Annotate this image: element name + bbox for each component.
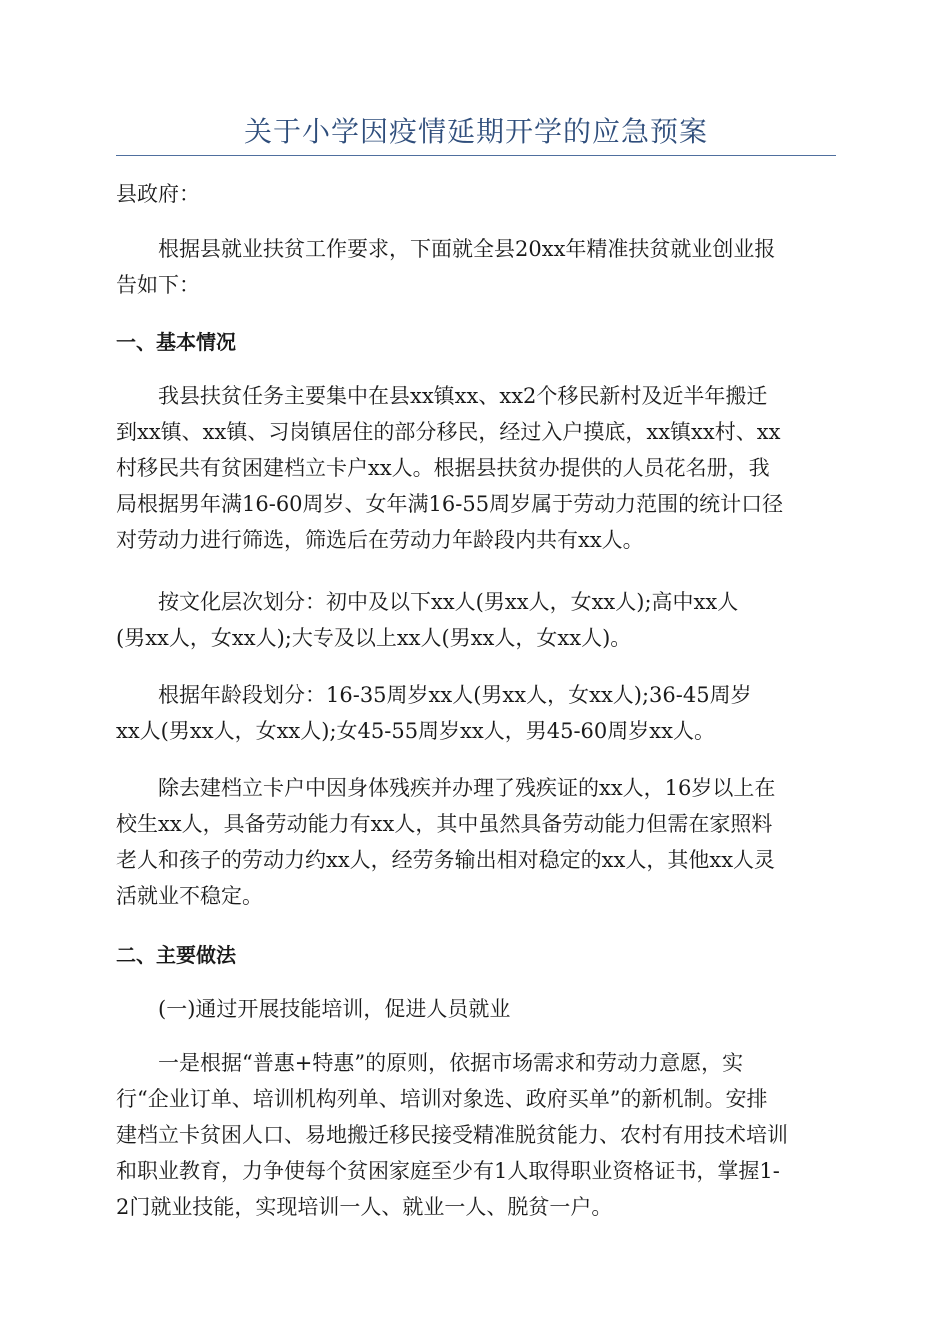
- subsection-heading: [116, 991, 836, 1027]
- paragraph-5-line-5: 2门就业技能，实现培训一人、就业一人、脱贫一户。: [116, 1195, 613, 1219]
- paragraph-4: [116, 770, 836, 914]
- paragraph-2-line-2: (男xx人，女xx人);大专及以上xx人(男xx人，女xx人)。: [116, 626, 632, 650]
- paragraph-5-line-4: 和职业教育，力争使每个贫困家庭至少有1人取得职业资格证书，掌握1-: [116, 1159, 780, 1183]
- paragraph-4-line-3: 老人和孩子的劳动力约xx人，经劳务输出相对稳定的xx人，其他xx人灵: [116, 848, 776, 872]
- paragraph-4-line-4: 活就业不稳定。: [116, 884, 263, 908]
- paragraph-1-line-4: 局根据男年满16-60周岁、女年满16-55周岁属于劳动力范围的统计口径: [116, 492, 784, 516]
- paragraph-3-line-1: 根据年龄段划分：16-35周岁xx人(男xx人，女xx人);36-45周岁: [158, 683, 752, 707]
- paragraph-4-line-2: 校生xx人，具备劳动能力有xx人，其中虽然具备劳动能力但需在家照料: [116, 812, 773, 836]
- paragraph-5-line-1: 一是根据“普惠+特惠”的原则，依据市场需求和劳动力意愿，实: [158, 1051, 744, 1075]
- paragraph-1-line-1: 我县扶贫任务主要集中在县xx镇xx、xx2个移民新村及近半年搬迁: [158, 384, 768, 408]
- paragraph-1-line-5: 对劳动力进行筛选，筛选后在劳动力年龄段内共有xx人。: [116, 528, 644, 552]
- paragraph-5-line-2: 行“企业订单、培训机构列单、培训对象选、政府买单”的新机制。安排: [116, 1087, 768, 1111]
- title-underline: [116, 155, 836, 156]
- paragraph-1-line-2: 到xx镇、xx镇、习岗镇居住的部分移民，经过入户摸底，xx镇xx村、xx: [116, 420, 781, 444]
- paragraph-1-line-3: 村移民共有贫困建档立卡户xx人。根据县扶贫办提供的人员花名册，我: [116, 456, 770, 480]
- paragraph-5: [116, 1045, 836, 1225]
- paragraph-2: [116, 584, 836, 656]
- section-heading-measures: 二、主要做法: [116, 943, 236, 967]
- paragraph-3: [116, 677, 836, 749]
- subsection-1-title: (一)通过开展技能培训，促进人员就业: [158, 997, 511, 1021]
- salutation: 县政府：: [116, 182, 200, 206]
- intro-line-1: 根据县就业扶贫工作要求，下面就全县20xx年精准扶贫就业创业报: [158, 237, 776, 261]
- intro-line-2: 告如下：: [116, 273, 200, 297]
- section-heading-basic: 一、基本情况: [116, 330, 236, 354]
- paragraph-5-line-3: 建档立卡贫困人口、易地搬迁移民接受精准脱贫能力、农村有用技术培训: [116, 1123, 788, 1147]
- paragraph-4-line-1: 除去建档立卡户中因身体残疾并办理了残疾证的xx人，16岁以上在: [158, 776, 776, 800]
- document-title: 关于小学因疫情延期开学的应急预案: [243, 115, 708, 148]
- intro-paragraph: [116, 231, 836, 303]
- paragraph-1: [116, 378, 836, 558]
- paragraph-3-line-2: xx人(男xx人，女xx人);女45-55周岁xx人，男45-60周岁xx人。: [116, 719, 715, 743]
- paragraph-2-line-1: 按文化层次划分：初中及以下xx人(男xx人，女xx人);高中xx人: [158, 590, 739, 614]
